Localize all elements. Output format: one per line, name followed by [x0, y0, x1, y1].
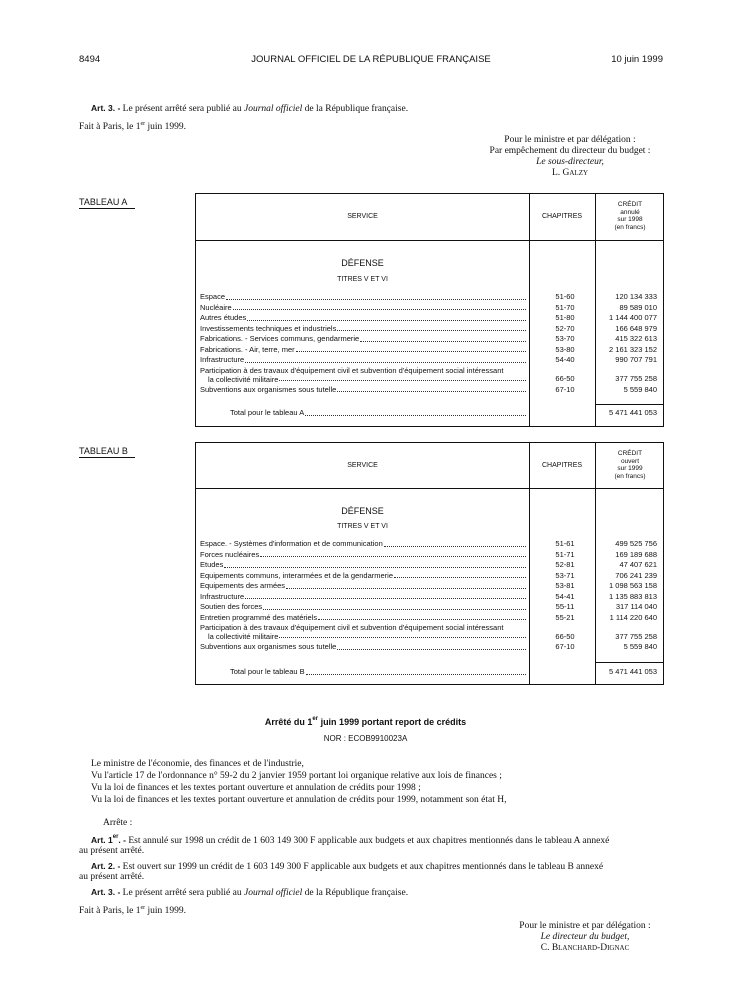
header-credit-line: sur 1999: [617, 465, 643, 472]
row-chapitre: 67-10: [555, 384, 575, 394]
row-credit: 120 134 333: [615, 292, 657, 301]
top-fait-line: [79, 121, 186, 133]
row-credit: 1 144 400 077: [609, 313, 657, 322]
row-service: [200, 324, 526, 335]
row-service-text: Forces nucléaires: [200, 549, 260, 559]
tableau-b-label: TABLEAU B: [79, 446, 135, 458]
row-service: [200, 550, 526, 561]
total-row: [200, 407, 661, 419]
row-service: [200, 539, 526, 550]
row-service: [200, 613, 526, 624]
page-number: 8494: [79, 54, 101, 65]
fait-sup: er: [140, 121, 146, 127]
header-credit-line: (en francs): [614, 223, 646, 231]
row-chapitre: 54-40: [555, 355, 575, 364]
table-row: [200, 324, 661, 335]
row-chapitre: 55-11: [555, 602, 575, 611]
row-chapitre: 51-71: [555, 549, 575, 559]
article-1-cont: au présent arrêté.: [79, 846, 145, 856]
row-chapitre: 51-80: [555, 313, 575, 322]
row-service-text: Espace. - Systèmes d'information et de communication: [200, 539, 383, 548]
subsection-title: TITRES V ET VI: [337, 523, 388, 530]
row-service: [200, 303, 526, 314]
signature-title: Le directeur du budget,: [540, 932, 630, 942]
table-row: [200, 334, 661, 345]
table-row: [200, 345, 661, 356]
row-chapitre: 51-61: [555, 539, 575, 548]
row-service: [200, 623, 526, 642]
row-credit: 5 559 840: [623, 642, 657, 651]
row-service-text: Investissements techniques et industriels: [200, 323, 337, 333]
article-1-label: Art. 1: [91, 835, 113, 845]
signature-title: Le sous-directeur,: [536, 157, 604, 167]
signature-name: C. Blanchard-Dignac: [540, 943, 630, 953]
row-chapitre: 54-41: [555, 591, 575, 601]
subsection-title: TITRES V ET VI: [337, 276, 388, 283]
row-chapitre: 53-81: [555, 581, 575, 590]
row-credit: 169 189 688: [615, 549, 657, 559]
header-credit-line: sur 1998: [617, 216, 643, 223]
header-credit-line: ouvert: [620, 457, 640, 465]
signature-line: Par empêchement du directeur du budget :: [489, 146, 651, 156]
arrete-fait-line: [79, 905, 186, 917]
row-service: [200, 292, 526, 303]
row-credit: 5 559 840: [623, 384, 657, 394]
article-3-text-end: de la République française.: [302, 888, 409, 898]
row-service: [200, 334, 526, 345]
row-service-text: Equipements des armées: [200, 581, 286, 590]
top-article-3: [91, 102, 408, 115]
row-service-text: Autres études: [200, 313, 247, 322]
row-chapitre: 66-50: [555, 374, 575, 383]
vu-line-3: Vu la loi de finances et les textes portant ouverture et annulation de crédits pour 1999, notamment son état H,: [91, 795, 507, 805]
vu-line-1: Vu l'article 17 de l'ordonnance n° 59-2 du 2 janvier 1959 portant loi organique relative aux lois de finances ;: [91, 771, 502, 781]
fait-text-end: juin 1999.: [145, 122, 187, 132]
article-3: [91, 886, 408, 899]
row-credit: 377 755 258: [615, 374, 657, 383]
total-row: [200, 666, 661, 678]
header-credit-line: annulé: [620, 208, 640, 216]
section-title: DÉFENSE: [341, 506, 384, 516]
header-credit-line: CRÉDIT: [617, 450, 643, 457]
nor-text: NOR : ECOB9910023A: [323, 734, 408, 743]
row-service-line: Participation à des travaux d'équipement civil et subvention d'équipement social intéressant: [200, 365, 504, 375]
row-service-text: Infrastructure: [200, 591, 245, 601]
row-credit: 415 322 613: [615, 334, 657, 343]
table-row: [200, 571, 661, 582]
row-service: [200, 642, 526, 653]
article-text-end: de la République française.: [302, 104, 409, 114]
row-chapitre: 53-71: [555, 570, 575, 580]
tableau-b: [195, 442, 664, 685]
row-service: [200, 385, 526, 396]
total-label: Total pour le tableau A: [230, 408, 305, 417]
header-divider: [196, 240, 663, 241]
row-service: [200, 355, 526, 366]
total-separator: [596, 404, 664, 405]
article-1-sup: er: [112, 834, 119, 840]
row-chapitre: 67-10: [555, 642, 575, 651]
article-1: [91, 834, 609, 847]
table-row: [200, 602, 661, 613]
table-row: [200, 366, 661, 385]
total-value: 5 471 441 053: [609, 408, 657, 417]
row-service: [200, 581, 526, 592]
row-credit: 47 407 621: [619, 560, 657, 569]
article-2: [91, 860, 603, 873]
table-row: [200, 550, 661, 561]
article-text: Le présent arrêté sera publié au: [120, 104, 244, 114]
header-credit: [595, 450, 665, 480]
row-credit: 499 525 756: [615, 539, 657, 548]
article-2-text: Est ouvert sur 1999 un crédit de 1 603 149 300 F applicable aux budgets et aux chapitres mentionnés dans le tableau B annexé: [120, 862, 604, 872]
fait-text: Fait à Paris, le 1: [79, 122, 141, 132]
row-credit: 2 161 323 152: [609, 344, 657, 354]
table-row: [200, 581, 661, 592]
journal-name: Journal officiel: [243, 104, 303, 114]
row-chapitre: 52-70: [555, 323, 575, 333]
row-service-text: Infrastructure: [200, 355, 245, 364]
table-row: [200, 642, 661, 653]
table-row: [200, 355, 661, 366]
row-service: [200, 366, 526, 385]
top-signature: [470, 135, 670, 179]
row-service: [200, 313, 526, 324]
page-header: [79, 54, 663, 68]
arrete-title: [0, 716, 731, 728]
article-2-label: Art. 2. -: [91, 861, 121, 871]
row-service-line: la collectivité militaire: [208, 632, 279, 641]
fait-sup: er: [140, 905, 146, 911]
row-service-text: Nucléaire: [200, 302, 232, 312]
journal-name: Journal officiel: [243, 888, 303, 898]
article-3-label: Art. 3. -: [91, 887, 121, 897]
row-service: [200, 571, 526, 582]
header-chapitres: CHAPITRES: [541, 213, 583, 220]
table-row: [200, 303, 661, 314]
section-title: DÉFENSE: [341, 258, 384, 268]
table-row: [200, 313, 661, 324]
row-service-text: Equipements communs, interarmées et de la gendarmerie: [200, 570, 394, 580]
row-service-text: Fabrications. - Air, terre, mer: [200, 344, 295, 354]
row-credit: 706 241 239: [615, 570, 657, 580]
row-service: [200, 602, 526, 613]
row-service-text: Espace: [200, 292, 226, 301]
row-service-text: Entretien programmé des matériels: [200, 612, 318, 622]
row-chapitre: 53-80: [555, 344, 575, 354]
row-service-line: la collectivité militaire: [208, 374, 279, 384]
table-rows: [200, 292, 661, 395]
header-chapitres: CHAPITRES: [541, 462, 583, 469]
row-service-text: Etudes: [200, 560, 224, 569]
row-service-text: Fabrications. - Services communs, gendarmerie: [200, 334, 360, 343]
fait-text-end: juin 1999.: [145, 906, 187, 916]
vu-line-2: Vu la loi de finances et les textes portant ouverture et annulation de crédits pour 1998 ;: [91, 783, 421, 793]
row-credit: 1 135 883 813: [609, 591, 657, 601]
row-service: [200, 592, 526, 603]
row-service-text: Subventions aux organismes sous tutelle: [200, 384, 337, 394]
arrete-title-text-end: juin 1999 portant report de crédits: [318, 717, 467, 727]
row-service: [200, 345, 526, 356]
row-chapitre: 55-21: [555, 612, 575, 622]
signature-line: Pour le ministre et par délégation :: [519, 921, 651, 931]
arrete-title-text: Arrêté du 1: [264, 717, 313, 727]
header-credit-line: (en francs): [614, 472, 646, 480]
signature-name: L. Galzy: [551, 168, 589, 178]
table-rows: [200, 539, 661, 653]
signature-line: Pour le ministre et par délégation :: [504, 135, 636, 145]
total-value: 5 471 441 053: [609, 667, 657, 676]
row-service-text: Subventions aux organismes sous tutelle: [200, 642, 337, 651]
row-credit: 1 114 220 640: [609, 612, 657, 622]
header-credit: [595, 201, 665, 231]
row-chapitre: 53-70: [555, 334, 575, 343]
row-credit: 1 098 563 158: [609, 581, 657, 590]
article-label: Art. 3. -: [91, 103, 121, 113]
article-2-cont: au présent arrêté.: [79, 872, 145, 882]
issue-date: 10 juin 1999: [611, 54, 663, 65]
arrete-intro: Le ministre de l'économie, des finances et de l'industrie,: [91, 759, 304, 769]
row-chapitre: 52-81: [555, 560, 575, 569]
row-credit: 166 648 979: [615, 323, 657, 333]
tableau-a-label: TABLEAU A: [79, 197, 135, 209]
row-chapitre: 51-70: [555, 302, 575, 312]
article-1-text: Est annulé sur 1998 un crédit de 1 603 149 300 F applicable aux budgets et aux chapitres mentionnés dans le tableau A annexé: [125, 836, 610, 846]
table-row: [200, 539, 661, 550]
header-service: SERVICE: [347, 462, 378, 469]
total-label: Total pour le tableau B: [230, 667, 305, 676]
header-divider: [196, 488, 663, 489]
table-row: [200, 623, 661, 642]
journal-title: JOURNAL OFFICIEL DE LA RÉPUBLIQUE FRANÇAISE: [251, 54, 491, 65]
table-row: [200, 613, 661, 624]
row-chapitre: 66-50: [555, 631, 575, 641]
arrete-word: Arrête :: [103, 818, 133, 828]
arrete-title-sup: er: [312, 716, 319, 722]
article-1-dash: . -: [118, 835, 126, 845]
row-service-text: Soutien des forces: [200, 602, 263, 611]
row-credit: 377 755 258: [615, 631, 657, 641]
table-row: [200, 292, 661, 303]
fait-text: Fait à Paris, le 1: [79, 906, 141, 916]
row-credit: 990 707 791: [615, 355, 657, 364]
tableau-a: [195, 193, 664, 427]
nor-reference: [0, 733, 731, 745]
table-row: [200, 560, 661, 571]
row-service-line: Participation à des travaux d'équipement civil et subvention d'équipement social intéressant: [200, 623, 504, 632]
row-service: [200, 560, 526, 571]
total-separator: [596, 662, 664, 663]
header-credit-line: CRÉDIT: [617, 201, 643, 208]
table-row: [200, 385, 661, 396]
row-chapitre: 51-60: [555, 292, 575, 301]
row-credit: 89 589 010: [619, 302, 657, 312]
table-row: [200, 592, 661, 603]
article-3-text: Le présent arrêté sera publié au: [120, 888, 244, 898]
row-credit: 317 114 040: [615, 602, 657, 611]
arrete-signature: [500, 921, 670, 954]
header-service: SERVICE: [347, 213, 378, 220]
